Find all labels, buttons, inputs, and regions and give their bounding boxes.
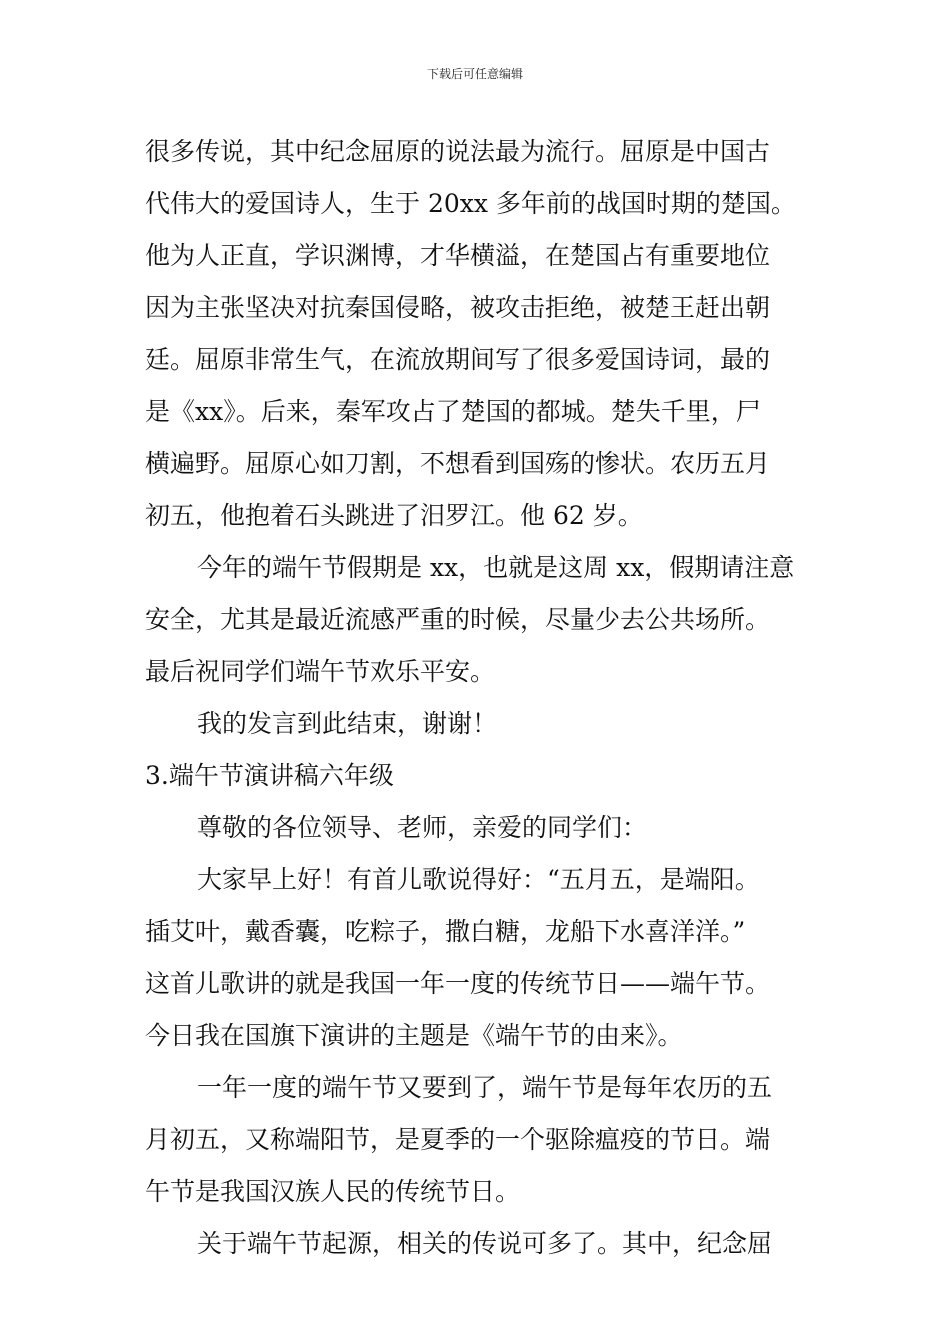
text-line: 安全，尤其是最近流感严重的时候，尽量少去公共场所。: [145, 605, 771, 634]
text-line: 最后祝同学们端午节欢乐平安。: [145, 657, 496, 686]
text-line: 是《xx》。后来，秦军攻占了楚国的都城。楚失千里，尸: [145, 397, 761, 426]
page-header: [0, 66, 950, 82]
text-line: 这首儿歌讲的就是我国一年一度的传统节日——端午节。: [145, 969, 771, 998]
text-line: 因为主张坚决对抗秦国侵略，被攻击拒绝，被楚王赶出朝: [145, 293, 771, 322]
text-line: 月初五，又称端阳节，是夏季的一个驱除瘟疫的节日。端: [145, 1125, 771, 1154]
paragraph-first-line: 大家早上好！有首儿歌说得好：“五月五，是端阳。: [197, 865, 760, 894]
paragraph-first-line: 今年的端午节假期是 xx，也就是这周 xx，假期请注意: [197, 553, 795, 582]
document-body: [145, 126, 805, 1270]
paragraph-first-line: 关于端午节起源，相关的传说可多了。其中，纪念屈: [197, 1229, 773, 1258]
paragraph-first-line: 尊敬的各位领导、老师，亲爱的同学们：: [197, 813, 648, 842]
paragraph-first-line: 一年一度的端午节又要到了，端午节是每年农历的五: [197, 1073, 773, 1102]
text-line: 今日我在国旗下演讲的主题是《端午节的由来》。: [145, 1021, 683, 1050]
text-line: 横遍野。屈原心如刀割，不想看到国殇的惨状。农历五月: [145, 449, 771, 478]
text-line: 代伟大的爱国诗人，生于 20xx 多年前的战国时期的楚国。: [145, 189, 796, 218]
text-line: 午节是我国汉族人民的传统节日。: [145, 1177, 521, 1206]
text-line: 他为人正直，学识渊博，才华横溢，在楚国占有重要地位: [145, 241, 771, 270]
text-line: 廷。屈原非常生气，在流放期间写了很多爱国诗词，最的: [145, 345, 771, 374]
paragraph-first-line: 我的发言到此结束，谢谢！: [197, 709, 498, 738]
header-note: 下载后可任意编辑: [426, 67, 523, 81]
text-line: 3.端午节演讲稿六年级: [145, 761, 394, 790]
text-line: 插艾叶，戴香囊，吃粽子，撒白糖，龙船下水喜洋洋。”: [145, 917, 746, 946]
text-line: 初五，他抱着石头跳进了汨罗江。他 62 岁。: [145, 501, 643, 530]
text-line: 很多传说，其中纪念屈原的说法最为流行。屈原是中国古: [145, 137, 771, 166]
